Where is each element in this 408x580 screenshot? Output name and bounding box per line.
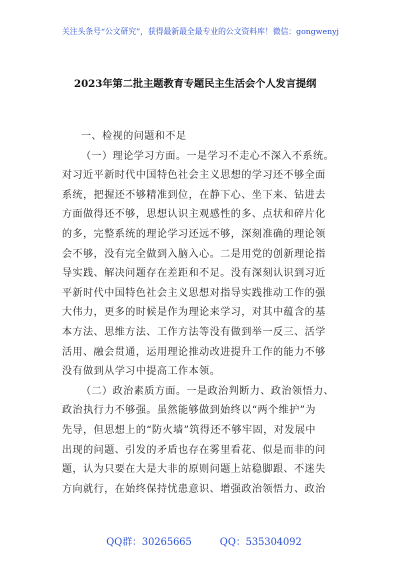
paragraph-line: 对习近平新时代中国特色社会主义思想的学习还不够全面 <box>62 170 326 182</box>
paragraph-line: 本方法、思维方法、工作方法等没有做到举一反三、活学 <box>62 326 326 338</box>
paragraph-line: 活用、融会贯通，运用理论推动改进提升工作的能力不够 <box>62 346 326 358</box>
paragraph-line: （一）理论学习方面。一是学习不走心不深入不系统。 <box>81 150 335 162</box>
section-heading: 一、检视的问题和不足 <box>81 131 187 142</box>
paragraph-line: 出现的问题、引发的矛盾也存在雾里看花、似是而非的问 <box>62 444 326 456</box>
document-title: 2023年第二批主题教育专题民主生活会个人发言提纲 <box>74 78 317 90</box>
paragraph-line: 大伟力，更多的时候是作为理论来学习，对其中蕴含的基 <box>62 307 326 319</box>
paragraph-line: 系统，把握还不够精准到位，在静下心、坐下来、钻进去 <box>62 189 326 201</box>
paragraph-line: 方向就行，在始终保持忧患意识、增强政治领悟力、政治 <box>62 483 326 495</box>
paragraph-line: 题，认为只要在大是大非的原则问题上站稳脚跟、不迷失 <box>62 464 326 476</box>
paragraph-line: （二）政治素质方面。一是政治判断力、政治领悟力、 <box>81 385 335 397</box>
paragraph-line: 会不够，没有完全做到入脑入心。二是用党的创新理论指 <box>62 248 326 260</box>
paragraph-line: 方面做得还不够，思想认识主观感性的多、点状和碎片化 <box>62 209 326 221</box>
promo-banner: 关注头条号“公文研究”，获得最新最全最专业的公文资料库！微信：gongwenyj <box>62 27 339 36</box>
qq-number: QQ：535304092 <box>219 537 302 548</box>
paragraph-line: 的多，完整系统的理论学习还远不够，深刻准确的理论领 <box>62 228 326 240</box>
paragraph-line: 平新时代中国特色社会主义思想对指导实践推动工作的强 <box>62 287 326 299</box>
paragraph-line: 导实践、解决问题存在差距和不足。没有深刻认识到习近 <box>62 268 326 280</box>
paragraph-line: 政治执行力不够强。虽然能够做到始终以“两个维护”为 <box>62 405 316 417</box>
paragraph-line: 先导，但思想上的“防火墙”筑得还不够牢固，对发展中 <box>62 424 316 436</box>
qq-group-number: QQ群：30265665 <box>106 537 192 548</box>
paragraph-line: 没有做到从学习中提高工作本领。 <box>62 366 221 378</box>
contact-footer <box>0 537 408 549</box>
document-body <box>62 127 358 499</box>
